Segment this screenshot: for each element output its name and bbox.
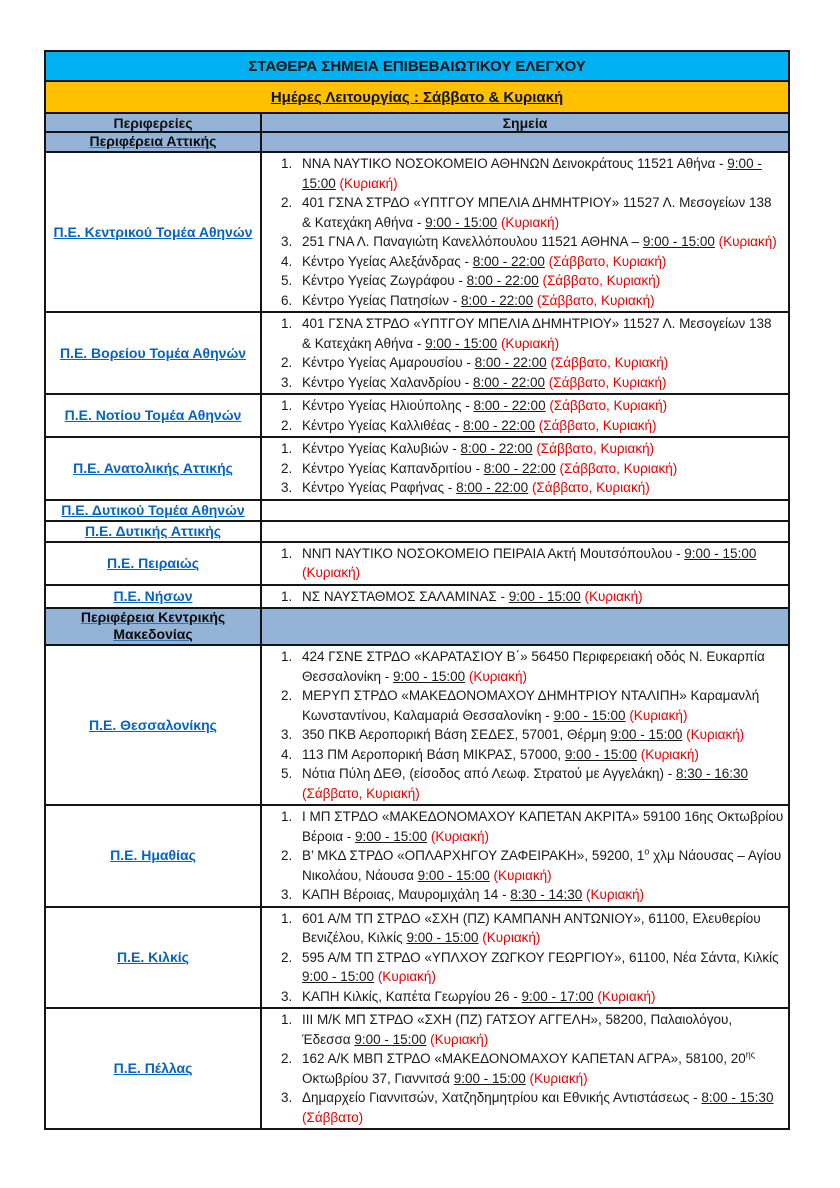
point-hours: 9:00 - 15:00 [302, 969, 375, 984]
point-item [296, 193, 788, 232]
point-hours: 8:30 - 16:30 [675, 766, 749, 781]
point-days: (Κυριακή) [426, 1031, 489, 1047]
point-text: 401 ΓΣΝΑ ΣΤΡΔΟ «ΥΠΤΓΟΥ ΜΠΕΛΙΑ ΔΗΜΗΤΡΙΟΥ» 11527 Λ. Μεσογείων 138 & Κατεχάκη Αθήνα - [302, 195, 772, 230]
section-row [45, 585, 789, 609]
point-days: (Σάββατο, Κυριακή) [535, 417, 657, 433]
section-label-cell [45, 542, 261, 585]
point-hours: 9:00 - 15:00 [508, 588, 581, 604]
point-text: Β’ ΜΚΔ ΣΤΡΔΟ «ΟΠΛΑΡΧΗΓΟΥ ΖΑΦΕΙΡΑΚΗ», 59200, 1 [302, 848, 645, 863]
points-list [262, 396, 788, 435]
section-link[interactable]: Π.Ε. Δυτικής Αττικής [84, 522, 222, 539]
point-text: ΜΕΡΥΠ ΣΤΡΔΟ «ΜΑΚΕΔΟΝΟΜΑΧΟΥ ΔΗΜΗΤΡΙΟΥ ΝΤΑΛΙΠΗ» Καραμανλή Κωνσταντίνου, Καλαμαριά Θεσσαλονίκη - [302, 688, 760, 723]
point-hours: 8:00 - 22:00 [461, 292, 534, 308]
points-cell [261, 394, 789, 437]
section-label-cell [45, 645, 261, 805]
point-text: 162 Α/Κ ΜΒΠ ΣΤΡΔΟ «ΜΑΚΕΔΟΝΟΜΑΧΟΥ ΚΑΠΕΤΑΝ ΑΓΡΑ», 58100, 20 [302, 1051, 746, 1066]
point-days: (Κυριακή) [489, 867, 552, 883]
document-title-bar [44, 50, 790, 82]
point-item [296, 909, 788, 948]
checkpoints-document [44, 50, 790, 1130]
points-list [262, 647, 788, 803]
region-header-label: Περιφέρεια Κεντρικής Μακεδονίας [80, 609, 226, 642]
point-text: ΚΑΠΗ Κιλκίς, Καπέτα Γεωργίου 26 - [302, 988, 522, 1004]
point-item [296, 686, 788, 725]
point-item [296, 478, 788, 498]
point-item [296, 647, 788, 686]
point-item [296, 252, 788, 272]
operating-days-bar [44, 80, 790, 114]
points-list [262, 154, 788, 310]
points-cell [261, 132, 789, 152]
section-row [45, 542, 789, 585]
document-title: ΣΤΑΘΕΡΑ ΣΗΜΕΙΑ ΕΠΙΒΕΒΑΙΩΤΙΚΟΥ ΕΛΕΓΧΟΥ [248, 57, 586, 75]
section-link[interactable]: Π.Ε. Νήσων [113, 587, 193, 604]
point-days: (Κυριακή) [580, 588, 643, 604]
section-label-cell [45, 521, 261, 542]
point-hours: 9:00 - 17:00 [521, 988, 594, 1004]
points-list [262, 439, 788, 498]
section-label-cell [45, 312, 261, 394]
point-hours: 9:00 - 15:00 [302, 156, 762, 191]
points-list [262, 909, 788, 1007]
point-hours: 8:00 - 15:30 [701, 1090, 774, 1105]
section-link[interactable]: Π.Ε. Ημαθίας [110, 847, 196, 864]
point-text: ΝΣ ΝΑΥΣΤΑΘΜΟΣ ΣΑΛΑΜΙΝΑΣ - [302, 588, 509, 604]
point-text: ΝΝΠ ΝΑΥΤΙΚΟ ΝΟΣΟΚΟΜΕΙΟ ΠΕΙΡΑΙΑ Ακτή Μουτσόπουλου - [302, 545, 685, 561]
point-days: (Σάββατο, Κυριακή) [555, 460, 678, 476]
point-days: (Σάββατο, Κυριακή) [533, 292, 655, 308]
section-label-cell [45, 394, 261, 437]
point-days: (Κυριακή) [636, 746, 699, 762]
point-item [296, 353, 788, 373]
point-days: (Κυριακή) [427, 828, 489, 844]
point-hours: 9:00 - 15:00 [642, 234, 715, 249]
point-hours: 8:00 - 22:00 [472, 253, 545, 269]
point-text: 350 ΠΚΒ Αεροπορική Βάση ΣΕΔΕΣ, 57001, Θέρμη [302, 727, 611, 742]
point-hours: 8:00 - 22:00 [472, 374, 546, 390]
points-cell [261, 312, 789, 394]
point-text: ΙΙΙ Μ/Κ ΜΠ ΣΤΡΔΟ «ΣΧΗ (ΠΖ) ΓΑΤΣΟΥ ΑΓΓΕΛΗ», 58200, Παλαιολόγου, Έδεσσα [302, 1012, 733, 1047]
section-row [45, 805, 789, 907]
points-cell [261, 152, 789, 312]
point-text-superscript: ης [745, 1049, 756, 1060]
point-hours: 9:00 - 15:00 [393, 668, 466, 684]
points-cell [261, 437, 789, 500]
point-text: Κέντρο Υγείας Ηλιούπολης - [302, 398, 474, 413]
point-text: Κέντρο Υγείας Καλυβιών - [302, 441, 461, 456]
point-item [296, 1088, 788, 1127]
point-item [296, 1049, 788, 1088]
point-item [296, 291, 788, 311]
points-cell [261, 500, 789, 521]
point-days: (Κυριακή) [465, 668, 527, 684]
point-days: (Κυριακή) [302, 565, 361, 580]
point-days: (Σάββατο, Κυριακή) [546, 355, 669, 370]
column-header-regions: Περιφερείες [45, 113, 261, 132]
point-text: Κέντρο Υγείας Αλεξάνδρας - [302, 253, 473, 269]
section-link[interactable]: Π.Ε. Νοτίου Τομέα Αθηνών [64, 407, 242, 423]
point-hours: 9:00 - 15:00 [453, 1070, 526, 1086]
point-days: (Σάββατο, Κυριακή) [302, 785, 420, 801]
point-days: (Κυριακή) [714, 234, 777, 249]
point-text: Κέντρο Υγείας Καπανδριτίου - [302, 460, 484, 476]
table-header-row [45, 113, 789, 132]
points-list [262, 587, 788, 607]
point-hours: 9:00 - 15:00 [564, 746, 637, 762]
point-item [296, 846, 788, 885]
point-text: 595 Α/Μ ΤΠ ΣΤΡΔΟ «ΥΠΛΧΟΥ ΖΩΓΚΟΥ ΓΕΩΡΓΙΟΥ», 61100, Νέα Σάντα, Κιλκίς [302, 949, 779, 965]
point-hours: 8:00 - 22:00 [474, 355, 547, 370]
point-text: Κέντρο Υγείας Χαλανδρίου - [302, 374, 473, 390]
point-hours: 9:00 - 15:00 [425, 335, 498, 351]
points-cell [261, 521, 789, 542]
point-days: (Σάββατο, Κυριακή) [528, 480, 650, 495]
point-days: (Κυριακή) [593, 988, 656, 1004]
region-header-row [45, 132, 789, 152]
point-item [296, 271, 788, 291]
point-text: 601 Α/Μ ΤΠ ΣΤΡΔΟ «ΣΧΗ (ΠΖ) ΚΑΜΠΑΝΗ ΑΝΤΩΝΙΟΥ», 61100, Ελευθερίου Βενιζέλου, Κιλκίς [302, 910, 761, 945]
point-text: Κέντρο Υγείας Αμαρουσίου - [302, 355, 475, 370]
region-header-label: Περιφέρεια Αττικής [89, 133, 217, 149]
points-cell [261, 907, 789, 1009]
points-cell [261, 805, 789, 907]
section-row [45, 437, 789, 500]
point-hours: 8:00 - 22:00 [460, 441, 533, 456]
point-item [296, 987, 788, 1007]
point-days: (Κυριακή) [374, 969, 436, 984]
point-text: 113 ΠΜ Αεροπορική Βάση ΜΙΚΡΑΣ, 57000, [302, 746, 565, 762]
point-hours: 9:00 - 15:00 [354, 1031, 427, 1047]
point-days: (Σάββατο, Κυριακή) [545, 374, 667, 390]
point-hours: 8:30 - 14:30 [510, 887, 583, 902]
points-list [262, 1010, 788, 1127]
section-link[interactable]: Π.Ε. Θεσσαλονίκης [89, 716, 217, 733]
section-row [45, 1008, 789, 1129]
point-hours: 9:00 - 15:00 [406, 930, 479, 945]
point-text: Κέντρο Υγείας Ζωγράφου - [302, 273, 467, 288]
point-item [296, 373, 788, 393]
point-item [296, 587, 788, 607]
point-text: Κέντρο Υγείας Πατησίων - [302, 292, 462, 308]
point-item [296, 439, 788, 459]
points-cell [261, 542, 789, 585]
point-hours: 8:00 - 22:00 [483, 460, 556, 476]
points-cell [261, 645, 789, 805]
section-link[interactable]: Π.Ε. Βορείου Τομέα Αθηνών [59, 344, 247, 361]
point-hours: 8:00 - 22:00 [456, 480, 529, 495]
point-days: (Σάββατο, Κυριακή) [538, 273, 661, 288]
checkpoints-table [44, 112, 790, 1130]
points-list [262, 807, 788, 905]
point-text: Δημαρχείο Γιαννιτσών, Χατζηδημητρίου και Εθνικής Αντιστάσεως - [302, 1090, 702, 1105]
point-days: (Σάββατο) [302, 1109, 364, 1125]
operating-days-text: Ημέρες Λειτουργίας : Σάββατο & Κυριακή [270, 88, 564, 106]
point-text: ΝΝΑ ΝΑΥΤΙΚΟ ΝΟΣΟΚΟΜΕΙΟ ΑΘΗΝΩΝ Δεινοκράτους 11521 Αθήνα - [302, 156, 728, 171]
points-list [262, 544, 788, 583]
section-link[interactable]: Π.Ε. Κιλκίς [117, 948, 189, 965]
section-link[interactable]: Π.Ε. Κεντρικού Τομέα Αθηνών [53, 223, 253, 240]
region-header-row [45, 608, 789, 645]
point-item [296, 725, 788, 745]
point-text: χλμ Νάουσας – Αγίου Νικολάου, Νάουσα [302, 848, 782, 883]
section-label-cell [45, 907, 261, 1009]
section-label-cell [45, 805, 261, 907]
region-header-cell [45, 132, 261, 152]
section-label-cell [45, 500, 261, 521]
point-item [296, 396, 788, 416]
point-days: (Κυριακή) [625, 707, 688, 723]
point-text-superscript: ο [644, 846, 650, 857]
point-item [296, 764, 788, 803]
point-days: (Κυριακή) [582, 887, 645, 902]
point-item [296, 314, 788, 353]
points-cell [261, 608, 789, 645]
section-row [45, 312, 789, 394]
section-row [45, 907, 789, 1009]
point-hours: 9:00 - 15:00 [417, 867, 490, 883]
point-item [296, 885, 788, 905]
point-text: 251 ΓΝΑ Λ. Παναγιώτη Κανελλόπουλου 11521 ΑΘΗΝΑ – [302, 234, 643, 249]
column-header-points: Σημεία [261, 113, 789, 132]
point-hours: 9:00 - 15:00 [610, 727, 683, 742]
point-days: (Κυριακή) [335, 175, 398, 191]
point-text: 401 ΓΣΝΑ ΣΤΡΔΟ «ΥΠΤΓΟΥ ΜΠΕΛΙΑ ΔΗΜΗΤΡΙΟΥ» 11527 Λ. Μεσογείων 138 & Κατεχάκη Αθήνα - [302, 316, 772, 351]
point-text: Ι ΜΠ ΣΤΡΔΟ «ΜΑΚΕΔΟΝΟΜΑΧΟΥ ΚΑΠΕΤΑΝ ΑΚΡΙΤΑ» 59100 16ης Οκτωβρίου Βέροια - [302, 809, 784, 844]
region-header-cell [45, 608, 261, 645]
point-days: (Κυριακή) [525, 1070, 588, 1086]
section-link[interactable]: Π.Ε. Πειραιώς [106, 554, 200, 571]
section-row [45, 645, 789, 805]
point-text: Κέντρο Υγείας Καλλιθέας - [302, 417, 463, 433]
point-item [296, 948, 788, 987]
section-link[interactable]: Π.Ε. Πέλλας [113, 1060, 193, 1076]
point-text: Οκτωβρίου 37, Γιαννιτσά [302, 1070, 454, 1086]
point-item [296, 459, 788, 479]
section-row [45, 521, 789, 542]
point-days: (Κυριακή) [497, 214, 560, 230]
section-row [45, 500, 789, 521]
point-hours: 9:00 - 15:00 [553, 707, 626, 723]
point-item [296, 232, 788, 252]
section-link[interactable]: Π.Ε. Ανατολικής Αττικής [73, 459, 233, 476]
section-label-cell [45, 437, 261, 500]
point-item [296, 154, 788, 193]
point-days: (Σάββατο, Κυριακή) [544, 253, 667, 269]
point-days: (Κυριακή) [497, 335, 560, 351]
point-item [296, 416, 788, 436]
section-row [45, 394, 789, 437]
points-list [262, 314, 788, 392]
point-days: (Σάββατο, Κυριακή) [545, 398, 668, 413]
point-item [296, 745, 788, 765]
point-days: (Κυριακή) [478, 930, 541, 945]
section-link[interactable]: Π.Ε. Δυτικού Τομέα Αθηνών [61, 501, 245, 518]
point-hours: 8:00 - 22:00 [462, 417, 536, 433]
point-days: (Κυριακή) [682, 727, 745, 742]
point-days: (Σάββατο, Κυριακή) [532, 441, 655, 456]
section-label-cell [45, 585, 261, 609]
point-hours: 8:00 - 22:00 [466, 273, 539, 288]
point-text: ΚΑΠΗ Βέροιας, Μαυρομιχάλη 14 - [302, 887, 511, 902]
point-text: 424 ΓΣΝΕ ΣΤΡΔΟ «ΚΑΡΑΤΑΣΙΟΥ Β΄» 56450 Περιφερειακή οδός Ν. Ευκαρπία Θεσσαλονίκη - [302, 649, 765, 684]
section-label-cell [45, 1008, 261, 1129]
point-hours: 8:00 - 22:00 [473, 398, 546, 413]
point-hours: 9:00 - 15:00 [684, 545, 757, 561]
point-item [296, 807, 788, 846]
point-hours: 9:00 - 15:00 [355, 828, 428, 844]
points-cell [261, 1008, 789, 1129]
section-row [45, 152, 789, 312]
point-hours: 9:00 - 15:00 [425, 214, 498, 230]
section-label-cell [45, 152, 261, 312]
point-text: Νότια Πύλη ΔΕΘ, (είσοδος από Λεωφ. Στρατού με Αγγελάκη) - [302, 766, 676, 781]
point-item [296, 544, 788, 583]
point-text: Κέντρο Υγείας Ραφήνας - [302, 480, 457, 495]
point-item [296, 1010, 788, 1049]
points-cell [261, 585, 789, 609]
